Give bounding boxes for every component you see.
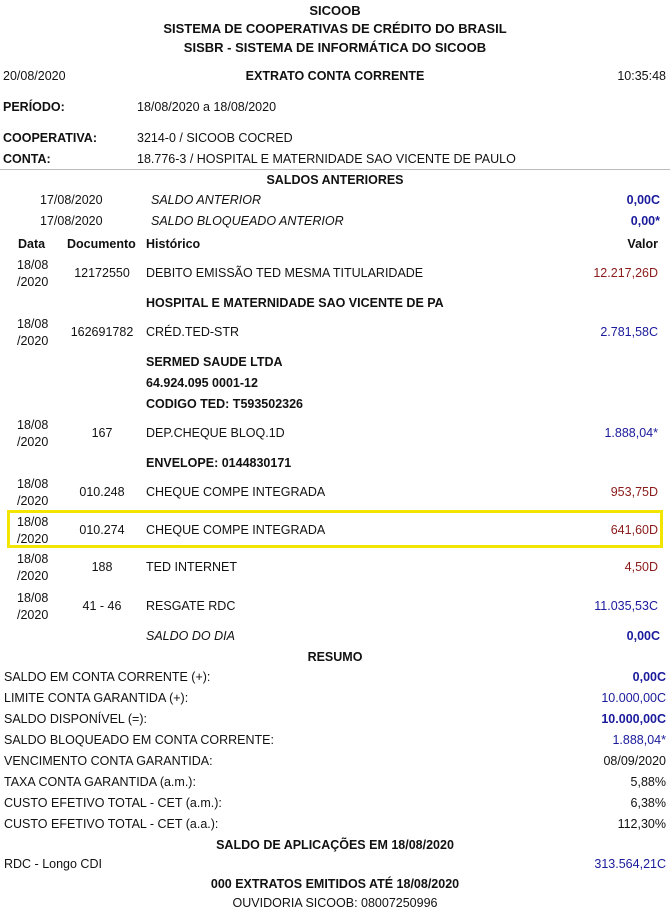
row-date: 18/08 /2020 [17,477,49,508]
row-document: 162691782 [70,325,134,339]
cooperativa-value: 3214-0 / SICOOB COCRED [137,131,293,145]
resumo-value: 1.888,04* [612,733,666,747]
resumo-value: 10.000,00C [601,712,666,726]
header-date: 20/08/2020 [3,69,66,83]
table-row [0,417,670,451]
saldo-bloqueado-value: 0,00* [630,214,660,228]
resumo-title: RESUMO [307,650,363,664]
resumo-label: SALDO DISPONÍVEL (=): [4,712,147,726]
row-history: CRÉD.TED-STR [146,325,240,339]
resumo-value: 5,88% [630,775,666,789]
row-extra: CODIGO TED: T593502326 [146,397,304,411]
row-extra: 64.924.095 0001-12 [146,376,258,390]
row-date: 18/08 /2020 [17,418,49,449]
row-history: DEBITO EMISSÃO TED MESMA TITULARIDADE [146,266,424,280]
saldo-dia-label: SALDO DO DIA [146,629,235,643]
resumo-value: 112,30% [617,817,666,831]
row-history: TED INTERNET [146,560,237,574]
saldo-anterior-label: SALDO ANTERIOR [151,193,261,207]
resumo-value: 10.000,00C [601,691,666,705]
header-sistema: SISTEMA DE COOPERATIVAS DE CRÉDITO DO BRASIL [163,21,507,36]
row-history: DEP.CHEQUE BLOQ.1D [146,426,285,440]
row-document: 41 - 46 [82,599,122,613]
ouvidoria: OUVIDORIA SICOOB: 08007250996 [232,896,438,910]
resumo-label: CUSTO EFETIVO TOTAL - CET (a.a.): [4,817,219,831]
table-row [0,590,670,624]
row-date: 18/08 /2020 [17,552,49,583]
row-value: 12.217,26D [593,266,658,280]
row-extra: ENVELOPE: 0144830171 [146,456,292,470]
row-value: 2.781,58C [600,325,658,339]
table-row [0,476,670,510]
resumo-value: 6,38% [630,796,666,810]
row-date: 18/08 /2020 [17,515,49,546]
header-sicoob: SICOOB [309,3,361,18]
row-value: 641,60D [610,523,658,537]
header-sisbr: SISBR - SISTEMA DE INFORMÁTICA DO SICOOB [183,40,487,55]
row-history: RESGATE RDC [146,599,236,613]
extratos-emitidos: 000 EXTRATOS EMITIDOS ATÉ 18/08/2020 [210,877,460,891]
column-valor: Valor [627,237,658,251]
resumo-label: TAXA CONTA GARANTIDA (a.m.): [4,775,196,789]
row-history: CHEQUE COMPE INTEGRADA [146,485,326,499]
resumo-label: SALDO BLOQUEADO EM CONTA CORRENTE: [4,733,274,747]
resumo-label: SALDO EM CONTA CORRENTE (+): [4,670,211,684]
row-document: 167 [91,426,113,440]
row-document: 188 [91,560,113,574]
saldos-anteriores-title: SALDOS ANTERIORES [266,173,404,187]
row-history: CHEQUE COMPE INTEGRADA [146,523,326,537]
resumo-value: 08/09/2020 [603,754,666,768]
row-value: 1.888,04* [604,426,658,440]
row-extra: SERMED SAUDE LTDA [146,355,283,369]
row-date: 18/08 /2020 [17,258,49,289]
row-extra: HOSPITAL E MATERNIDADE SAO VICENTE DE PA [146,296,444,310]
column-historico: Histórico [146,237,201,251]
divider [0,169,670,170]
row-date: 18/08 /2020 [17,317,49,348]
page-title: EXTRATO CONTA CORRENTE [245,69,425,83]
row-document: 010.248 [79,485,125,499]
conta-value: 18.776-3 / HOSPITAL E MATERNIDADE SAO VICENTE DE PAULO [137,152,516,166]
column-data: Data [18,237,46,251]
table-row [0,316,670,350]
conta-label: CONTA: [3,152,51,166]
periodo-label: PERÍODO: [3,100,65,114]
resumo-value: 0,00C [632,670,666,684]
header-time: 10:35:48 [617,69,666,83]
aplicacoes-value: 313.564,21C [594,857,666,871]
saldo-bloqueado-label: SALDO BLOQUEADO ANTERIOR [151,214,344,228]
table-row [0,257,670,291]
row-value: 4,50D [624,560,658,574]
row-value: 953,75D [610,485,658,499]
saldo-anterior-value: 0,00C [626,193,660,207]
row-date: 18/08 /2020 [17,591,49,622]
table-row-highlighted [0,514,670,548]
column-documento: Documento [67,237,136,251]
aplicacoes-title: SALDO DE APLICAÇÕES EM 18/08/2020 [216,838,454,852]
saldo-bloqueado-date: 17/08/2020 [40,214,103,228]
aplicacoes-label: RDC - Longo CDI [4,857,102,871]
saldo-anterior-date: 17/08/2020 [40,193,103,207]
row-value: 11.035,53C [594,599,658,613]
saldo-dia-value: 0,00C [626,629,660,643]
resumo-label: CUSTO EFETIVO TOTAL - CET (a.m.): [4,796,222,810]
row-document: 12172550 [74,266,130,280]
row-document: 010.274 [79,523,125,537]
cooperativa-label: COOPERATIVA: [3,131,97,145]
resumo-label: LIMITE CONTA GARANTIDA (+): [4,691,189,705]
periodo-value: 18/08/2020 a 18/08/2020 [137,100,277,114]
resumo-label: VENCIMENTO CONTA GARANTIDA: [4,754,213,768]
table-row [0,551,670,585]
